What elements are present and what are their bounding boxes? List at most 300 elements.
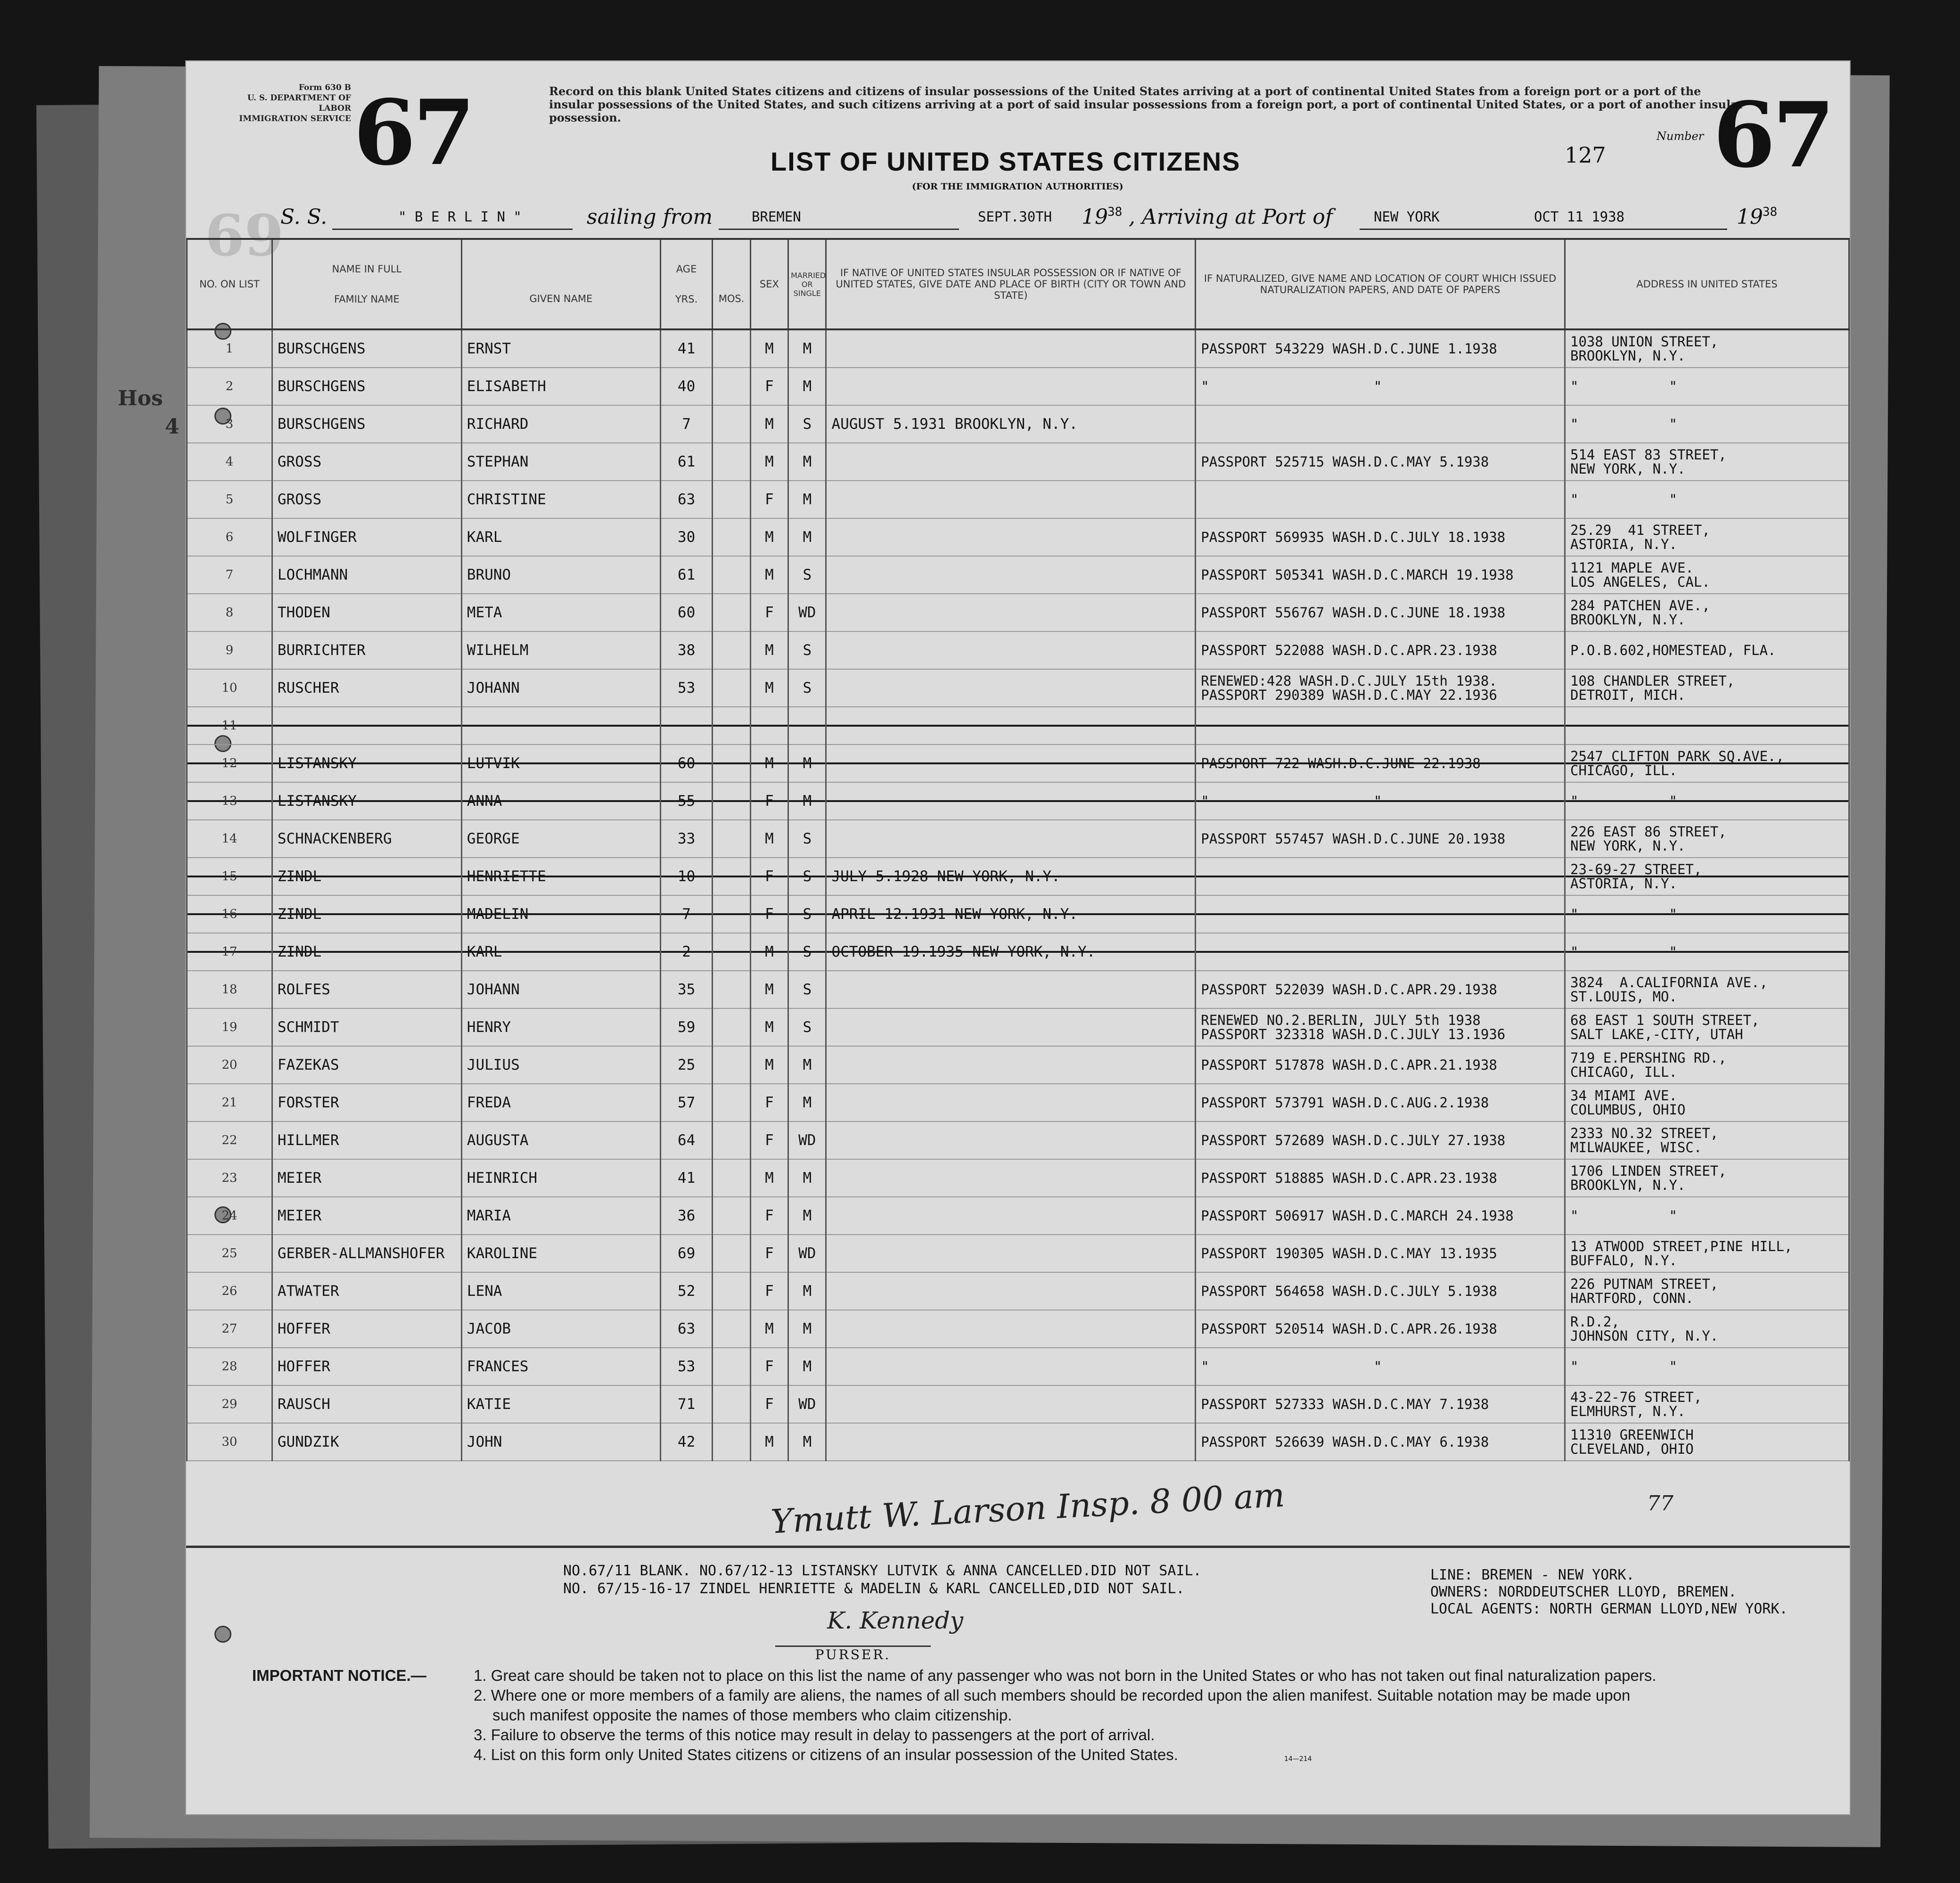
row-number-cell: 6: [187, 518, 272, 556]
row-number-cell: 21: [187, 1084, 272, 1122]
table-row: [187, 1084, 1849, 1122]
us-address-cell: " ": [1565, 1348, 1849, 1385]
table-row: [187, 745, 1849, 782]
marital-status-cell: M: [788, 782, 826, 820]
given-name-cell: CHRISTINE: [461, 481, 660, 518]
table-row: [187, 1046, 1849, 1084]
col-married-single: MARRIED OR SINGLE: [788, 239, 826, 329]
given-name-cell: HEINRICH: [461, 1159, 660, 1197]
age-months-cell: [713, 1348, 750, 1385]
col-family-name-label: FAMILY NAME: [334, 294, 400, 305]
age-months-cell: [713, 1385, 750, 1423]
birth-info-cell: [826, 518, 1196, 556]
marital-status-cell: S: [788, 556, 826, 594]
birth-info-cell: [826, 745, 1196, 782]
marital-status-cell: M: [788, 745, 826, 782]
marital-status-cell: M: [788, 1272, 826, 1310]
us-address-cell: 226 EAST 86 STREET, NEW YORK, N.Y.: [1565, 820, 1849, 858]
naturalization-info-cell: " ": [1196, 368, 1565, 405]
age-years-cell: 10: [660, 858, 713, 895]
form-code: 14—214: [1284, 1755, 1312, 1763]
given-name-cell: HENRIETTE: [461, 858, 660, 895]
given-name-cell: ERNST: [461, 329, 660, 368]
birth-info-cell: [826, 1122, 1196, 1159]
us-address-cell: 1038 UNION STREET, BROOKLYN, N.Y.: [1565, 329, 1849, 368]
arrival-year-prefix: 19: [1737, 205, 1763, 229]
birth-info-cell: [826, 368, 1196, 405]
age-months-cell: [713, 858, 750, 895]
age-years-cell: 64: [660, 1122, 713, 1159]
table-row: [187, 1423, 1849, 1461]
sex-cell: M: [750, 631, 788, 669]
sex-cell: M: [750, 933, 788, 971]
age-months-cell: [713, 895, 750, 933]
age-months-cell: [713, 518, 750, 556]
given-name-cell: LUTVIK: [461, 745, 660, 782]
notice-item-3: 3. Failure to observe the terms of this notice may result in delay to passengers at the port of arrival.: [474, 1726, 1155, 1744]
given-name-cell: KARL: [461, 933, 660, 971]
remark-line-2: NO. 67/15-16-17 ZINDEL HENRIETTE & MADELIN & KARL CANCELLED,DID NOT SAIL.: [563, 1580, 1185, 1597]
row-number-cell: 16: [187, 895, 272, 933]
naturalization-info-cell: " ": [1196, 782, 1565, 820]
given-name-cell: RICHARD: [461, 405, 660, 443]
age-years-cell: 41: [660, 1159, 713, 1197]
col-mos-label: MOS.: [718, 293, 745, 304]
row-number-cell: 20: [187, 1046, 272, 1084]
marital-status-cell: WD: [788, 1385, 826, 1423]
marital-status-cell: M: [788, 329, 826, 368]
cancellation-remarks: [563, 1562, 1202, 1598]
sex-cell: M: [750, 1046, 788, 1084]
age-months-cell: [713, 1197, 750, 1235]
family-name-cell: BURRICHTER: [272, 631, 461, 669]
sex-cell: M: [750, 745, 788, 782]
given-name-cell: ELISABETH: [461, 368, 660, 405]
family-name-cell: HOFFER: [272, 1348, 461, 1385]
age-months-cell: [713, 1310, 750, 1348]
arrival-date: OCT 11 1938: [1534, 209, 1625, 225]
departure-port: BREMEN: [752, 209, 801, 225]
age-months-cell: [713, 556, 750, 594]
row-number-cell: 30: [187, 1423, 272, 1461]
age-months-cell: [713, 782, 750, 820]
birth-info-cell: AUGUST 5.1931 BROOKLYN, N.Y.: [826, 405, 1196, 443]
naturalization-info-cell: [1196, 481, 1565, 518]
marital-status-cell: [788, 707, 826, 745]
given-name-cell: KATIE: [461, 1385, 660, 1423]
us-address-cell: 719 E.PERSHING RD., CHICAGO, ILL.: [1565, 1046, 1849, 1084]
us-address-cell: 23-69-27 STREET, ASTORIA, N.Y.: [1565, 858, 1849, 895]
sex-cell: F: [750, 1084, 788, 1122]
naturalization-info-cell: PASSPORT 543229 WASH.D.C.JUNE 1.1938: [1196, 329, 1565, 368]
row-number-cell: 28: [187, 1348, 272, 1385]
age-months-cell: [713, 745, 750, 782]
age-years-cell: 53: [660, 669, 713, 707]
age-years-cell: 38: [660, 631, 713, 669]
us-address-cell: P.O.B.602,HOMESTEAD, FLA.: [1565, 631, 1849, 669]
naturalization-info-cell: PASSPORT 522088 WASH.D.C.APR.23.1938: [1196, 631, 1565, 669]
row-number-cell: 7: [187, 556, 272, 594]
row-number-cell: 22: [187, 1122, 272, 1159]
form-number: Form 630 B: [298, 83, 351, 92]
sex-cell: F: [750, 1197, 788, 1235]
line-route: LINE: BREMEN - NEW YORK.: [1430, 1567, 1635, 1583]
us-address-cell: 13 ATWOOD STREET,PINE HILL, BUFFALO, N.Y.: [1565, 1235, 1849, 1272]
us-address-cell: 68 EAST 1 SOUTH STREET, SALT LAKE,-CITY, UTAH: [1565, 1008, 1849, 1046]
age-years-cell: 41: [660, 329, 713, 368]
sex-cell: M: [750, 518, 788, 556]
us-address-cell: 11310 GREENWICH CLEVELAND, OHIO: [1565, 1423, 1849, 1461]
us-address-cell: 3824 A.CALIFORNIA AVE., ST.LOUIS, MO.: [1565, 971, 1849, 1008]
marital-status-cell: WD: [788, 1235, 826, 1272]
naturalization-info-cell: PASSPORT 572689 WASH.D.C.JULY 27.1938: [1196, 1122, 1565, 1159]
ship-name: " B E R L I N ": [398, 209, 522, 225]
birth-info-cell: [826, 556, 1196, 594]
us-address-cell: " ": [1565, 368, 1849, 405]
service-name: IMMIGRATION SERVICE: [239, 114, 351, 123]
given-name-cell: MADELIN: [461, 895, 660, 933]
sex-cell: M: [750, 1159, 788, 1197]
birth-info-cell: [826, 1084, 1196, 1122]
sex-cell: M: [750, 1423, 788, 1461]
form-intro-text: Record on this blank United States citizens and citizens of insular possessions of the United States arriving at a port of continental United States from a foreign port or a port of the insular possessions of the United States, and such citizens arriving at a port of said insular possessions from a foreign port, a port of continental United States, or a port of another insular possession.: [549, 84, 1744, 124]
sex-cell: M: [750, 1310, 788, 1348]
ghost-number: 69: [205, 203, 284, 269]
sex-cell: M: [750, 1008, 788, 1046]
table-row: [187, 820, 1849, 858]
marital-status-cell: M: [788, 1084, 826, 1122]
birth-info-cell: [826, 707, 1196, 745]
family-name-cell: MEIER: [272, 1159, 461, 1197]
col-age-yrs: [660, 239, 713, 329]
age-years-cell: 63: [660, 481, 713, 518]
col-age: AGE: [676, 263, 697, 275]
marital-status-cell: M: [788, 368, 826, 405]
family-name-cell: GROSS: [272, 443, 461, 481]
birth-info-cell: [826, 1385, 1196, 1423]
age-months-cell: [713, 820, 750, 858]
marital-status-cell: M: [788, 1423, 826, 1461]
naturalization-info-cell: PASSPORT 557457 WASH.D.C.JUNE 20.1938: [1196, 820, 1565, 858]
naturalization-info-cell: [1196, 933, 1565, 971]
birth-info-cell: [826, 1008, 1196, 1046]
birth-info-cell: [826, 1235, 1196, 1272]
us-address-cell: 514 EAST 83 STREET, NEW YORK, N.Y.: [1565, 443, 1849, 481]
birth-info-cell: [826, 1348, 1196, 1385]
naturalization-info-cell: PASSPORT 518885 WASH.D.C.APR.23.1938: [1196, 1159, 1565, 1197]
naturalization-info-cell: PASSPORT 556767 WASH.D.C.JUNE 18.1938: [1196, 594, 1565, 631]
marital-status-cell: S: [788, 971, 826, 1008]
table-row: [187, 782, 1849, 820]
table-row: [187, 518, 1849, 556]
marital-status-cell: S: [788, 820, 826, 858]
table-row: [187, 1122, 1849, 1159]
page-number-left: 67: [353, 80, 473, 185]
sex-cell: F: [750, 1235, 788, 1272]
sex-cell: F: [750, 594, 788, 631]
row-number-cell: 19: [187, 1008, 272, 1046]
birth-info-cell: [826, 481, 1196, 518]
family-name-cell: LISTANSKY: [272, 745, 461, 782]
sex-cell: M: [750, 329, 788, 368]
sailing-date: SEPT.30TH: [978, 209, 1052, 225]
table-row: [187, 1385, 1849, 1423]
naturalization-info-cell: [1196, 405, 1565, 443]
marital-status-cell: S: [788, 933, 826, 971]
age-years-cell: 57: [660, 1084, 713, 1122]
notice-item-4: 4. List on this form only United States citizens or citizens of an insular possession of the United States.: [474, 1746, 1178, 1763]
naturalization-info-cell: PASSPORT 190305 WASH.D.C.MAY 13.1935: [1196, 1235, 1565, 1272]
age-years-cell: 60: [660, 594, 713, 631]
family-name-cell: BURSCHGENS: [272, 368, 461, 405]
col-naturalization: IF NATURALIZED, GIVE NAME AND LOCATION OF COURT WHICH ISSUED NATURALIZATION PAPERS, AND DATE OF PAPERS: [1196, 239, 1565, 329]
marital-status-cell: S: [788, 405, 826, 443]
us-address-cell: R.D.2, JOHNSON CITY, N.Y.: [1565, 1310, 1849, 1348]
given-name-cell: [461, 707, 660, 745]
table-row: [187, 329, 1849, 368]
notice-item-1: 1. Great care should be taken not to place on this list the name of any passenger who was not born in the United States or who has not taken out final naturalization papers.: [474, 1667, 1657, 1684]
given-name-cell: META: [461, 594, 660, 631]
family-name-cell: THODEN: [272, 594, 461, 631]
marital-status-cell: M: [788, 443, 826, 481]
us-address-cell: " ": [1565, 782, 1849, 820]
us-address-cell: 2547 CLIFTON PARK SQ.AVE., CHICAGO, ILL.: [1565, 745, 1849, 782]
birth-info-cell: [826, 1272, 1196, 1310]
table-body: [187, 329, 1849, 1461]
age-months-cell: [713, 971, 750, 1008]
given-name-cell: MARIA: [461, 1197, 660, 1235]
row-number-cell: 29: [187, 1385, 272, 1423]
given-name-cell: WILHELM: [461, 631, 660, 669]
naturalization-info-cell: " ": [1196, 1348, 1565, 1385]
given-name-cell: JOHN: [461, 1423, 660, 1461]
age-months-cell: [713, 1046, 750, 1084]
sex-cell: F: [750, 481, 788, 518]
page-number-right: 67: [1713, 82, 1832, 188]
col-address: ADDRESS IN UNITED STATES: [1565, 239, 1849, 329]
row-number-cell: 2: [187, 368, 272, 405]
us-address-cell: 34 MIAMI AVE. COLUMBUS, OHIO: [1565, 1084, 1849, 1122]
row-number-cell: 14: [187, 820, 272, 858]
sex-cell: [750, 707, 788, 745]
naturalization-info-cell: PASSPORT 522039 WASH.D.C.APR.29.1938: [1196, 971, 1565, 1008]
col-sex: SEX: [750, 239, 788, 329]
given-name-cell: ANNA: [461, 782, 660, 820]
family-name-cell: WOLFINGER: [272, 518, 461, 556]
row-number-cell: 4: [187, 443, 272, 481]
age-months-cell: [713, 1159, 750, 1197]
row-number-cell: 26: [187, 1272, 272, 1310]
family-name-cell: GUNDZIK: [272, 1423, 461, 1461]
given-name-cell: HENRY: [461, 1008, 660, 1046]
naturalization-info-cell: [1196, 895, 1565, 933]
table-row: [187, 405, 1849, 443]
age-years-cell: 30: [660, 518, 713, 556]
naturalization-info-cell: PASSPORT 564658 WASH.D.C.JULY 5.1938: [1196, 1272, 1565, 1310]
family-name-cell: SCHMIDT: [272, 1008, 461, 1046]
age-months-cell: [713, 1122, 750, 1159]
table-row: [187, 594, 1849, 631]
family-name-cell: ROLFES: [272, 971, 461, 1008]
birth-info-cell: JULY 5.1928 NEW YORK, N.Y.: [826, 858, 1196, 895]
row-number-cell: 3: [187, 405, 272, 443]
sex-cell: F: [750, 1272, 788, 1310]
marital-status-cell: S: [788, 631, 826, 669]
marital-status-cell: S: [788, 858, 826, 895]
count-notation: 77: [1647, 1491, 1673, 1515]
family-name-cell: ZINDL: [272, 858, 461, 895]
birth-info-cell: [826, 782, 1196, 820]
table-row: [187, 556, 1849, 594]
marital-status-cell: M: [788, 481, 826, 518]
sex-cell: M: [750, 971, 788, 1008]
table-row: [187, 631, 1849, 669]
left-fragment-text: Hos: [118, 386, 163, 410]
age-months-cell: [713, 368, 750, 405]
col-birth: IF NATIVE OF UNITED STATES INSULAR POSSESSION OR IF NATIVE OF UNITED STATES, GIVE DATE AND PLACE OF BIRTH (CITY OR TOWN AND STATE): [826, 239, 1196, 329]
us-address-cell: [1565, 707, 1849, 745]
us-address-cell: 25.29 41 STREET, ASTORIA, N.Y.: [1565, 518, 1849, 556]
given-name-cell: KARL: [461, 518, 660, 556]
notice-heading: IMPORTANT NOTICE.—: [252, 1667, 426, 1684]
age-years-cell: 63: [660, 1310, 713, 1348]
row-number-cell: 11: [187, 707, 272, 745]
col-age-mos: [713, 239, 750, 329]
birth-info-cell: APRIL 12.1931 NEW YORK, N.Y.: [826, 895, 1196, 933]
row-number-cell: 15: [187, 858, 272, 895]
family-name-cell: FORSTER: [272, 1084, 461, 1122]
age-months-cell: [713, 669, 750, 707]
birth-info-cell: [826, 1310, 1196, 1348]
us-address-cell: " ": [1565, 933, 1849, 971]
purser-label: PURSER.: [775, 1646, 931, 1662]
given-name-cell: JULIUS: [461, 1046, 660, 1084]
sex-cell: F: [750, 368, 788, 405]
table-row: [187, 1008, 1849, 1046]
birth-info-cell: [826, 971, 1196, 1008]
marital-status-cell: M: [788, 518, 826, 556]
row-number-cell: 10: [187, 669, 272, 707]
voyage-line: [280, 205, 1788, 233]
passenger-table: [186, 238, 1850, 1461]
us-address-cell: 43-22-76 STREET, ELMHURST, N.Y.: [1565, 1385, 1849, 1423]
table-row: [187, 481, 1849, 518]
given-name-cell: STEPHAN: [461, 443, 660, 481]
naturalization-info-cell: PASSPORT 569935 WASH.D.C.JULY 18.1938: [1196, 518, 1565, 556]
row-number-cell: 23: [187, 1159, 272, 1197]
table-row: [187, 858, 1849, 895]
col-yrs-label: YRS.: [675, 294, 698, 305]
col-family-name: [272, 239, 461, 329]
birth-info-cell: [826, 594, 1196, 631]
left-fragment-text-2: 4: [165, 415, 180, 439]
table-row: [187, 971, 1849, 1008]
us-address-cell: 284 PATCHEN AVE., BROOKLYN, N.Y.: [1565, 594, 1849, 631]
naturalization-info-cell: PASSPORT 527333 WASH.D.C.MAY 7.1938: [1196, 1385, 1565, 1423]
table-row: [187, 1159, 1849, 1197]
form-identification: [233, 82, 351, 124]
marital-status-cell: WD: [788, 594, 826, 631]
marital-status-cell: S: [788, 669, 826, 707]
notice-item-2-continued: such manifest opposite the names of those members who claim citizenship.: [492, 1706, 1012, 1724]
col-name-in-full: NAME IN FULL: [332, 263, 402, 275]
age-months-cell: [713, 329, 750, 368]
sail-year-prefix: 19: [1082, 205, 1108, 229]
age-months-cell: [713, 481, 750, 518]
naturalization-info-cell: PASSPORT 526639 WASH.D.C.MAY 6.1938: [1196, 1423, 1565, 1461]
given-name-cell: GEORGE: [461, 820, 660, 858]
marital-status-cell: WD: [788, 1122, 826, 1159]
arrival-port: NEW YORK: [1374, 209, 1440, 225]
age-years-cell: 59: [660, 1008, 713, 1046]
family-name-cell: HILLMER: [272, 1122, 461, 1159]
naturalization-info-cell: PASSPORT 722 WASH.D.C.JUNE 22.1938: [1196, 745, 1565, 782]
us-address-cell: 2333 NO.32 STREET, MILWAUKEE, WISC.: [1565, 1122, 1849, 1159]
birth-info-cell: [826, 1197, 1196, 1235]
age-years-cell: 69: [660, 1235, 713, 1272]
row-number-cell: 8: [187, 594, 272, 631]
table-row: [187, 1235, 1849, 1272]
sex-cell: M: [750, 820, 788, 858]
family-name-cell: LISTANSKY: [272, 782, 461, 820]
page-subtitle: (FOR THE IMMIGRATION AUTHORITIES): [912, 181, 1124, 192]
birth-info-cell: [826, 631, 1196, 669]
family-name-cell: GROSS: [272, 481, 461, 518]
given-name-cell: JOHANN: [461, 669, 660, 707]
sex-cell: M: [750, 405, 788, 443]
sex-cell: F: [750, 895, 788, 933]
family-name-cell: BURSCHGENS: [272, 329, 461, 368]
family-name-cell: GERBER-ALLMANSHOFER: [272, 1235, 461, 1272]
age-years-cell: 33: [660, 820, 713, 858]
age-months-cell: [713, 405, 750, 443]
age-years-cell: 61: [660, 443, 713, 481]
sex-cell: F: [750, 1385, 788, 1423]
age-months-cell: [713, 707, 750, 745]
inspector-signature: Ymutt W. Larson Insp. 8 00 am: [770, 1475, 1286, 1541]
family-name-cell: ZINDL: [272, 895, 461, 933]
given-name-cell: AUGUSTA: [461, 1122, 660, 1159]
table-row: [187, 669, 1849, 707]
table-row: [187, 707, 1849, 745]
sex-cell: M: [750, 556, 788, 594]
naturalization-info-cell: PASSPORT 505341 WASH.D.C.MARCH 19.1938: [1196, 556, 1565, 594]
manifest-page: [186, 61, 1850, 1814]
number-label: Number: [1657, 130, 1704, 143]
remark-line-1: NO.67/11 BLANK. NO.67/12-13 LISTANSKY LUTVIK & ANNA CANCELLED.DID NOT SAIL.: [563, 1563, 1202, 1579]
family-name-cell: ATWATER: [272, 1272, 461, 1310]
ss-label: S. S.: [280, 205, 328, 229]
sex-cell: M: [750, 669, 788, 707]
given-name-cell: JOHANN: [461, 971, 660, 1008]
family-name-cell: BURSCHGENS: [272, 405, 461, 443]
naturalization-info-cell: [1196, 858, 1565, 895]
row-number-cell: 12: [187, 745, 272, 782]
marital-status-cell: S: [788, 1008, 826, 1046]
arriving-label: , Arriving at Port of: [1129, 205, 1333, 229]
row-number-cell: 9: [187, 631, 272, 669]
sex-cell: F: [750, 1348, 788, 1385]
age-years-cell: 55: [660, 782, 713, 820]
family-name-cell: [272, 707, 461, 745]
family-name-cell: LOCHMANN: [272, 556, 461, 594]
age-years-cell: 60: [660, 745, 713, 782]
marital-status-cell: M: [788, 1159, 826, 1197]
birth-info-cell: [826, 1159, 1196, 1197]
age-months-cell: [713, 1008, 750, 1046]
table-row: [187, 368, 1849, 405]
age-months-cell: [713, 1423, 750, 1461]
